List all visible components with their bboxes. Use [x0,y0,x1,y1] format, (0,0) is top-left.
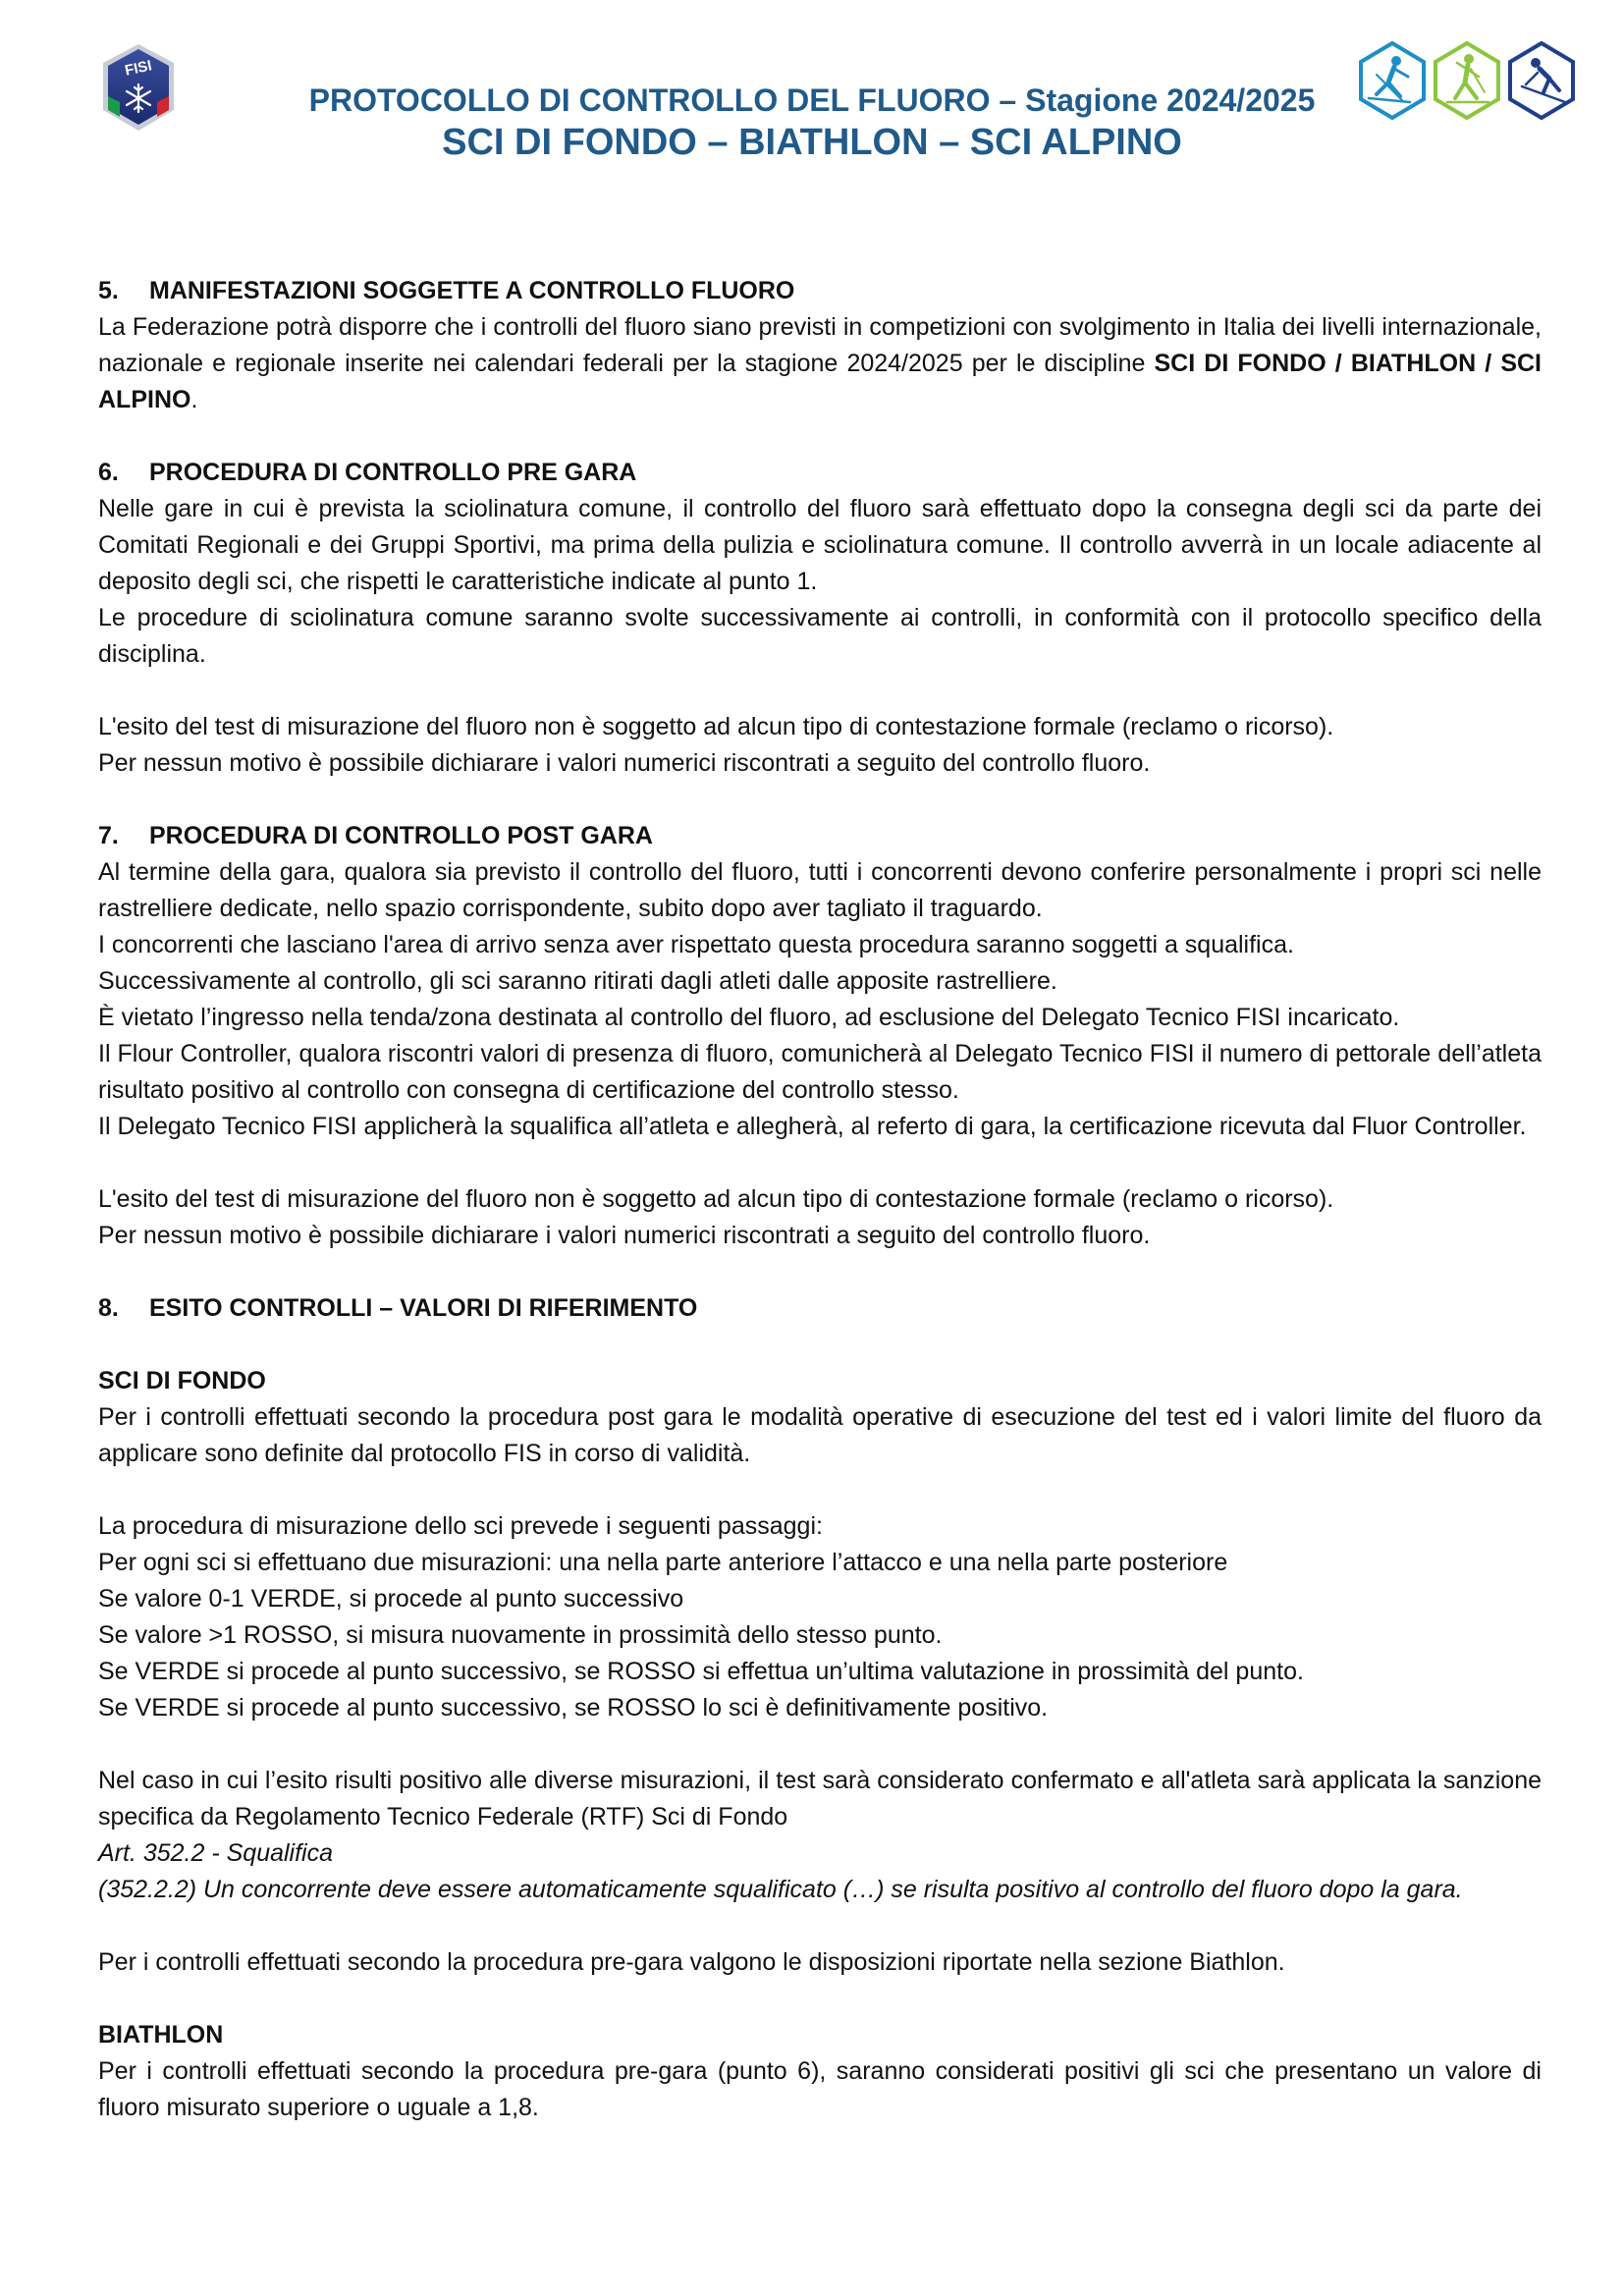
section-number: 7. [98,822,119,849]
section-7-paragraph-2: I concorrenti che lasciano l'area di arrivo senza aver rispettato questa procedura saranno soggetti a squalifica. [98,931,1294,958]
procedure-step: La procedura di misurazione dello sci prevede i seguenti passaggi: [98,1512,823,1540]
document-body [98,273,1542,2126]
procedure-step: Se valore >1 ROSSO, si misura nuovamente in prossimità dello stesso punto. [98,1621,943,1649]
header-title: PROTOCOLLO DI CONTROLLO DEL FLUORO – Stagione 2024/2025 [308,82,1316,118]
biathlon-heading: BIATHLON [98,2021,224,2049]
section-title: PROCEDURA DI CONTROLLO PRE GARA [149,459,637,486]
section-6-paragraph-4: Per nessun motivo è possibile dichiarare i valori numerici riscontrati a seguito del controllo fluoro. [98,749,1151,777]
section-7-paragraph-3: Successivamente al controllo, gli sci saranno ritirati dagli atleti dalle apposite rastrelliere. [98,967,1057,995]
svg-text:FISI: FISI [123,57,154,80]
section-8-heading [98,1290,1542,1327]
section-6-paragraph-1: Nelle gare in cui è prevista la sciolinatura comune, il controllo del fluoro sarà effettuato dopo la consegna degli sci da parte dei Comitati Regionali e dei Gruppi Sportivi, ma prima della pulizia e sciolinatura comune. Il controllo avverrà in un locale adiacente al deposito degli sci, che rispetti le caratteristiche indicate al punto 1. [98,495,1542,595]
section-6-paragraph-3: L'esito del test di misurazione del fluoro non è soggetto ad alcun tipo di contestazione formale (reclamo o ricorso). [98,713,1334,740]
section-6-heading [98,455,1542,491]
section-title: PROCEDURA DI CONTROLLO POST GARA [149,822,653,849]
disciplines-bold: SCI DI FONDO / BIATHLON / SCI ALPINO [98,350,1542,413]
header-subtitle: SCI DI FONDO – BIATHLON – SCI ALPINO [442,122,1182,163]
section-7-paragraph-5: Il Flour Controller, qualora riscontri valori di presenza di fluoro, comunicherà al Delegato Tecnico FISI il numero di pettorale dell’atleta risultato positivo al controllo con consegna di certificazione del controllo stesso. [98,1040,1542,1104]
paragraph-text: . [190,386,198,413]
section-7-paragraph-4: È vietato l’ingresso nella tenda/zona destinata al controllo del fluoro, ad esclusione del Delegato Tecnico FISI incaricato. [98,1004,1400,1031]
section-5-heading [98,273,1542,309]
section-7-paragraph-7: L'esito del test di misurazione del fluoro non è soggetto ad alcun tipo di contestazione formale (reclamo o ricorso). [98,1185,1334,1213]
sci-di-fondo-paragraph-3: Per i controlli effettuati secondo la procedura pre-gara valgono le disposizioni riportate nella sezione Biathlon. [98,1948,1285,1976]
section-number: 8. [98,1294,119,1322]
section-5-paragraph [98,309,1542,418]
procedure-step: Se VERDE si procede al punto successivo, se ROSSO lo sci è definitivamente positivo. [98,1694,1049,1722]
section-title: MANIFESTAZIONI SOGGETTE A CONTROLLO FLUORO [149,277,795,304]
article-quote: (352.2.2) Un concorrente deve essere automaticamente squalificato (…) se risulta positivo al controllo del fluoro dopo la gara. [98,1876,1463,1903]
section-number: 6. [98,459,119,486]
section-7-paragraph-6: Il Delegato Tecnico FISI applicherà la squalifica all’atleta e allegherà, al referto di gara, la certificazione ricevuta dal Fluor Controller. [98,1113,1527,1140]
section-7-heading [98,818,1542,854]
discipline-icons [1355,37,1581,124]
biathlon-paragraph-1: Per i controlli effettuati secondo la procedura pre-gara (punto 6), saranno considerati positivi gli sci che presentano un valore di fluoro misurato superiore o uguale a 1,8. [98,2057,1542,2121]
section-7-paragraph-1: Al termine della gara, qualora sia previsto il controllo del fluoro, tutti i concorrenti devono conferire personalmente i propri sci nelle rastrelliere dedicate, nello spazio corrispondente, subito dopo aver tagliato il traguardo. [98,858,1542,922]
sci-di-fondo-paragraph-2: Nel caso in cui l’esito risulti positivo alle diverse misurazioni, il test sarà considerato confermato e all'atleta sarà applicata la sanzione specifica da Regolamento Tecnico Federale (RTF) Sci di Fondo [98,1767,1542,1831]
paragraph-text: La Federazione potrà disporre che i controlli del fluoro siano previsti in competizioni con svolgimento in Italia dei livelli internazionale, nazionale e regionale inserite nei calendari federali per la stagione 2024/2025 per le discipline [98,313,1542,377]
alpine-skier-icon [1510,43,1573,118]
procedure-step: Se valore 0-1 VERDE, si procede al punto successivo [98,1585,684,1613]
section-number: 5. [98,277,119,304]
sci-di-fondo-paragraph-1: Per i controlli effettuati secondo la procedura post gara le modalità operative di esecuzione del test ed i valori limite del fluoro da applicare sono definite dal protocollo FIS in corso di validità. [98,1403,1542,1467]
procedure-step: Se VERDE si procede al punto successivo, se ROSSO si effettua un’ultima valutazione in prossimità del punto. [98,1658,1304,1685]
cross-country-skier-icon [1361,43,1424,118]
procedure-step: Per ogni sci si effettuano due misurazioni: una nella parte anteriore l’attacco e una nella parte posteriore [98,1549,1228,1576]
sci-di-fondo-heading: SCI DI FONDO [98,1367,266,1394]
section-title: ESITO CONTROLLI – VALORI DI RIFERIMENTO [149,1294,698,1322]
section-6-paragraph-2: Le procedure di sciolinatura comune saranno svolte successivamente ai controlli, in conformità con il protocollo specifico della disciplina. [98,604,1542,668]
section-7-paragraph-8: Per nessun motivo è possibile dichiarare i valori numerici riscontrati a seguito del controllo fluoro. [98,1222,1151,1249]
article-reference: Art. 352.2 - Squalifica [98,1839,334,1867]
biathlon-skier-icon [1435,43,1498,118]
